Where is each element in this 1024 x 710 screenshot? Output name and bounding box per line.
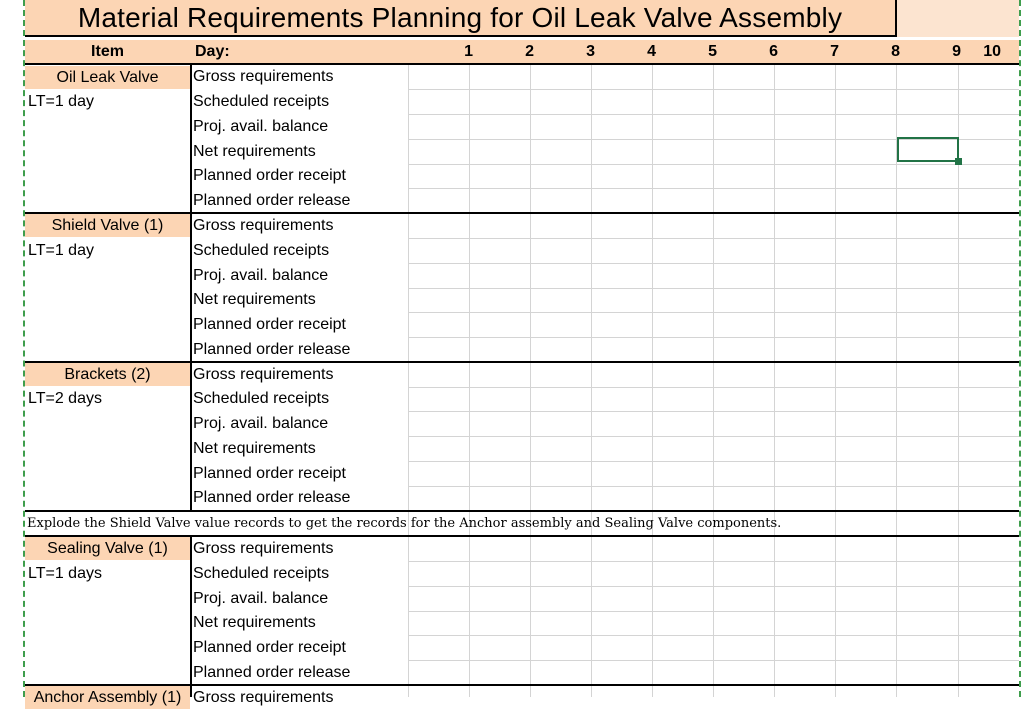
gridline-v <box>530 65 531 697</box>
item-lead-time: LT=2 days <box>28 390 102 407</box>
instruction-note: Explode the Shield Valve value records to get the records for the Anchor assembly and Sealing Valve components. <box>27 516 782 531</box>
gridline-h <box>408 635 1019 636</box>
item-lead-time: LT=1 day <box>28 242 94 259</box>
gridline-v <box>469 65 470 697</box>
item-name-shield-valve: Shield Valve (1) <box>25 214 190 237</box>
day-header-10: 10 <box>983 43 1001 60</box>
gridline-v <box>408 65 409 697</box>
title-fill-extension <box>897 0 1019 37</box>
gridline-h <box>408 611 1019 612</box>
row-label-planned-order-release: Planned order release <box>193 489 351 506</box>
item-lead-time: LT=1 days <box>28 565 102 582</box>
row-label-planned-order-release: Planned order release <box>193 664 351 681</box>
day-header-3: 3 <box>586 43 595 60</box>
day-header-2: 2 <box>525 43 534 60</box>
gridline-h <box>408 486 1019 487</box>
header-row <box>25 40 1019 65</box>
row-label-gross-requirements: Gross requirements <box>193 689 334 706</box>
row-label-gross-requirements: Gross requirements <box>193 68 334 85</box>
gridline-h <box>408 586 1019 587</box>
item-name-oil-leak-valve: Oil Leak Valve <box>25 66 190 89</box>
day-header-1: 1 <box>464 43 473 60</box>
row-label-proj-avail-balance: Proj. avail. balance <box>193 118 329 135</box>
day-header-6: 6 <box>769 43 778 60</box>
gridline-h <box>408 263 1019 264</box>
fill-handle[interactable] <box>955 158 962 165</box>
row-label-gross-requirements: Gross requirements <box>193 540 334 557</box>
gridline-h <box>408 561 1019 562</box>
page-title: Material Requirements Planning for Oil Leak Valve Assembly <box>25 0 897 37</box>
row-label-planned-order-receipt: Planned order receipt <box>193 167 346 184</box>
gridline-h <box>408 660 1019 661</box>
gridline-v <box>591 65 592 697</box>
row-label-scheduled-receipts: Scheduled receipts <box>193 93 330 110</box>
gridline-h <box>408 238 1019 239</box>
gridline-v <box>774 65 775 697</box>
row-label-scheduled-receipts: Scheduled receipts <box>193 390 330 407</box>
gridline-h <box>408 89 1019 90</box>
gridline-h <box>408 288 1019 289</box>
row-label-planned-order-receipt: Planned order receipt <box>193 639 346 656</box>
item-name-brackets: Brackets (2) <box>25 363 190 386</box>
day-header-9: 9 <box>952 43 961 60</box>
row-label-scheduled-receipts: Scheduled receipts <box>193 242 330 259</box>
gridline-h <box>408 411 1019 412</box>
selected-cell[interactable] <box>897 137 959 162</box>
sheet-right-border <box>1019 0 1021 697</box>
item-lead-time: LT=1 day <box>28 93 94 110</box>
row-label-proj-avail-balance: Proj. avail. balance <box>193 415 329 432</box>
row-label-net-requirements: Net requirements <box>193 143 316 160</box>
gridline-h <box>408 387 1019 388</box>
day-column-header: Day: <box>195 43 230 60</box>
gridline-v <box>835 65 836 697</box>
row-label-gross-requirements: Gross requirements <box>193 366 334 383</box>
gridline-h <box>408 164 1019 165</box>
item-name-sealing-valve: Sealing Valve (1) <box>25 537 190 560</box>
row-label-proj-avail-balance: Proj. avail. balance <box>193 590 329 607</box>
row-label-planned-order-receipt: Planned order receipt <box>193 465 346 482</box>
item-column-header: Item <box>91 43 124 60</box>
gridline-h <box>408 114 1019 115</box>
item-column-border <box>190 65 192 511</box>
day-header-4: 4 <box>647 43 656 60</box>
item-name-anchor-assembly: Anchor Assembly (1) <box>25 686 190 709</box>
row-label-scheduled-receipts: Scheduled receipts <box>193 565 330 582</box>
row-label-proj-avail-balance: Proj. avail. balance <box>193 267 329 284</box>
row-label-planned-order-release: Planned order release <box>193 192 351 209</box>
gridline-h <box>408 312 1019 313</box>
gridline-v <box>713 65 714 697</box>
gridline-h <box>408 436 1019 437</box>
gridline-h <box>408 188 1019 189</box>
row-label-gross-requirements: Gross requirements <box>193 217 334 234</box>
gridline-h <box>408 337 1019 338</box>
item-column-border <box>190 536 192 697</box>
day-header-8: 8 <box>891 43 900 60</box>
row-label-net-requirements: Net requirements <box>193 291 316 308</box>
sheet-left-border <box>23 0 25 697</box>
row-label-net-requirements: Net requirements <box>193 614 316 631</box>
gridline-v <box>652 65 653 697</box>
row-label-planned-order-receipt: Planned order receipt <box>193 316 346 333</box>
gridline-h <box>408 461 1019 462</box>
row-label-planned-order-release: Planned order release <box>193 341 351 358</box>
row-label-net-requirements: Net requirements <box>193 440 316 457</box>
day-header-7: 7 <box>830 43 839 60</box>
day-header-5: 5 <box>708 43 717 60</box>
